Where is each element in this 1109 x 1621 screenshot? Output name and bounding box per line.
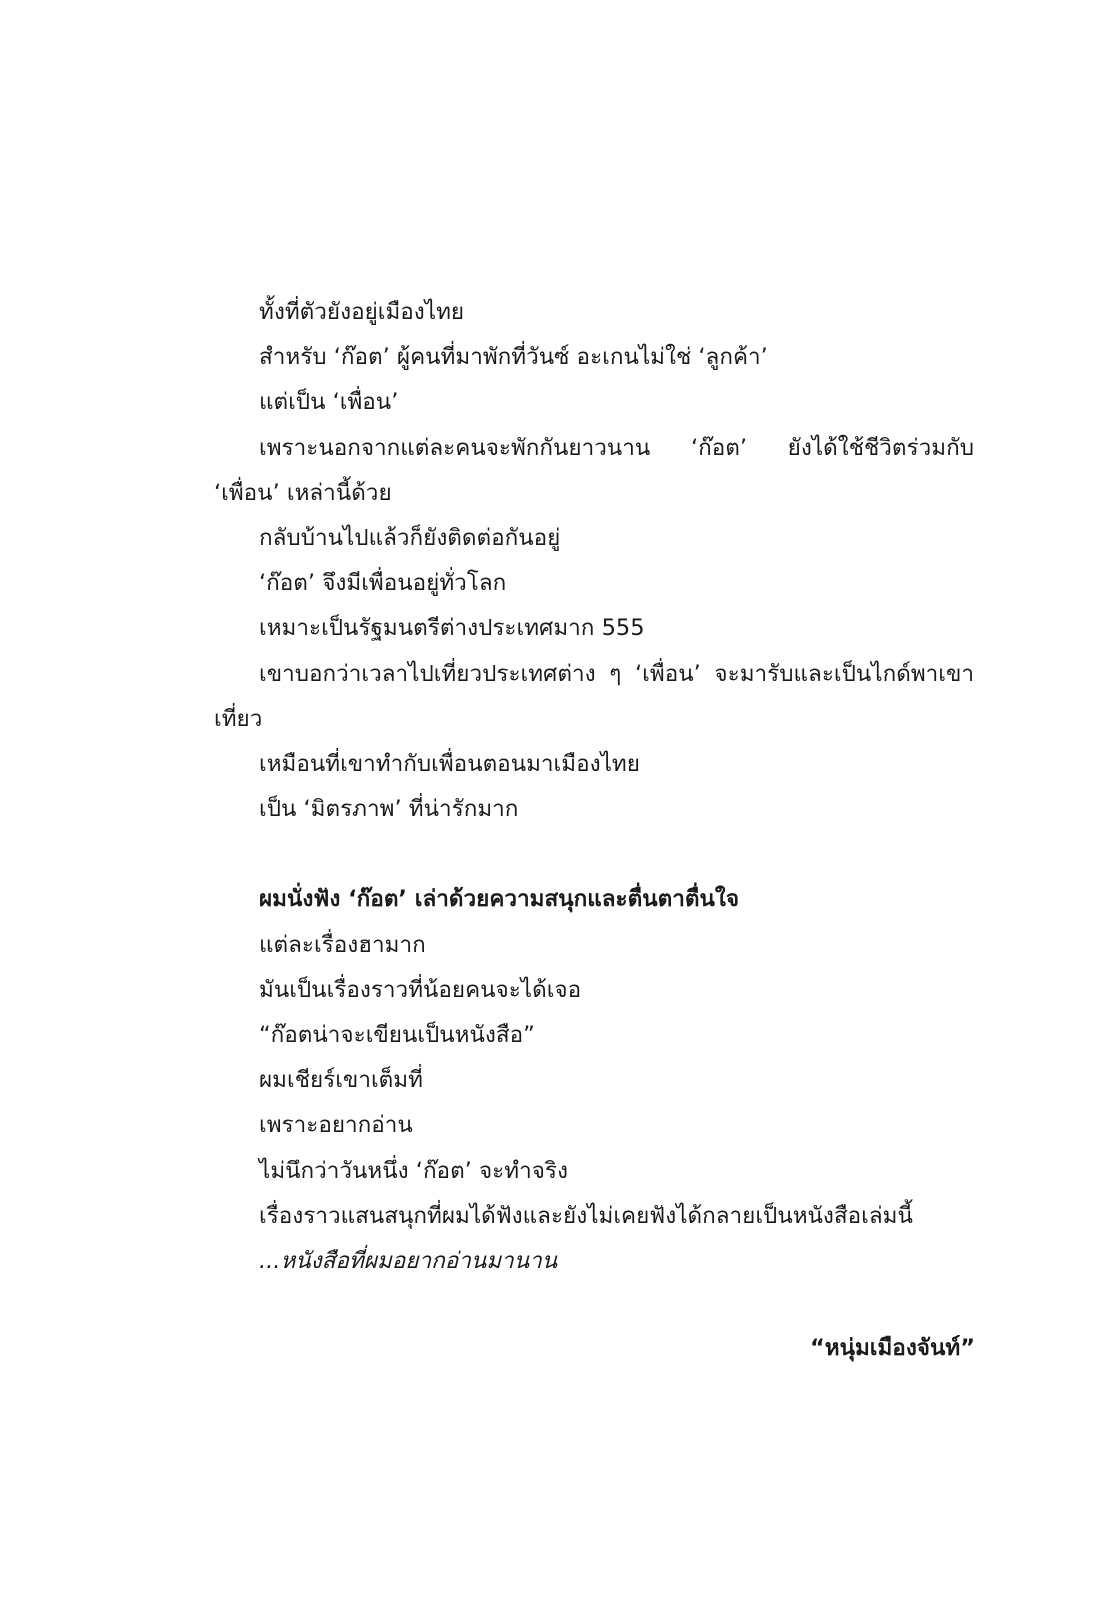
section-heading: ผมนั่งฟัง ‘ก๊อต’ เล่าด้วยความสนุกและตื่นตาตื่นใจ bbox=[259, 886, 740, 913]
paragraph: เขาบอกว่าเวลาไปเที่ยวประเทศต่าง ๆ ‘เพื่อน’ จะมารับและเป็นไกด์พาเขาเที่ยว bbox=[214, 660, 974, 732]
paragraph: เพราะอยากอ่าน bbox=[259, 1112, 413, 1139]
paragraph: แต่ละเรื่องฮามาก bbox=[259, 931, 426, 958]
body-text bbox=[214, 290, 974, 1284]
closing-line: ...หนังสือที่ผมอยากอ่านมานาน bbox=[259, 1248, 558, 1275]
paragraph: ไม่นึกว่าวันหนึ่ง ‘ก๊อต’ จะทำจริง bbox=[259, 1157, 568, 1184]
paragraph: เป็น ‘มิตรภาพ’ ที่น่ารักมาก bbox=[259, 796, 519, 823]
paragraph: ‘ก๊อต’ จึงมีเพื่อนอยู่ทั่วโลก bbox=[259, 570, 507, 597]
paragraph: “ก๊อตน่าจะเขียนเป็นหนังสือ” bbox=[259, 1022, 535, 1049]
paragraph: ทั้งที่ตัวยังอยู่เมืองไทย bbox=[259, 299, 465, 325]
paragraph: กลับบ้านไปแล้วก็ยังติดต่อกันอยู่ bbox=[259, 525, 561, 552]
section-gap bbox=[214, 832, 974, 877]
paragraph: เหมาะเป็นรัฐมนตรีต่างประเทศมาก 555 bbox=[259, 615, 645, 642]
author-signature: “หนุ่มเมืองจันท์” bbox=[809, 1335, 975, 1361]
paragraph: เพราะนอกจากแต่ละคนจะพักกันยาวนาน ‘ก๊อต’ ยังได้ใช้ชีวิตร่วมกับ ‘เพื่อน’ เหล่านี้ด้วย bbox=[214, 434, 974, 506]
paragraph: มันเป็นเรื่องราวที่น้อยคนจะได้เจอ bbox=[259, 976, 582, 1003]
paragraph: ผมเชียร์เขาเต็มที่ bbox=[259, 1067, 423, 1094]
paragraph: เรื่องราวแสนสนุกที่ผมได้ฟังและยังไม่เคยฟังได้กลายเป็นหนังสือเล่มนี้ bbox=[259, 1202, 913, 1229]
paragraph: สำหรับ ‘ก๊อต’ ผู้คนที่มาพักที่วันซ์ อะเกนไม่ใช่ ‘ลูกค้า’ bbox=[259, 344, 768, 371]
paragraph: แต่เป็น ‘เพื่อน’ bbox=[259, 389, 399, 416]
paragraph: เหมือนที่เขาทำกับเพื่อนตอนมาเมืองไทย bbox=[259, 751, 640, 778]
